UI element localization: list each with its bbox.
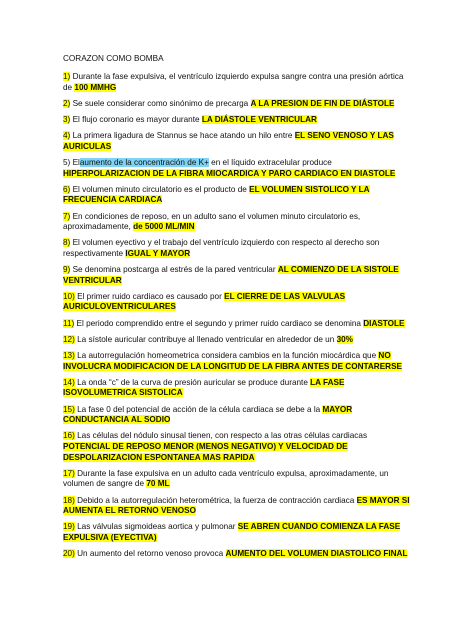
question-number: 9) (63, 265, 71, 275)
question-text: En condiciones de reposo, en un adulto sano el volumen minuto circulatorio es, aproximadamente, (63, 211, 361, 232)
question-answer: AUMENTO DEL VOLUMEN DIASTOLICO FINAL (225, 549, 408, 559)
question-number: 20) (63, 549, 75, 559)
question-number: 10) (63, 291, 75, 301)
question-text: La onda “c” de la curva de presión auricular se produce durante (77, 377, 308, 387)
question-text: La fase 0 del potencial de acción de la célula cardiaca se debe a la (77, 404, 321, 414)
question-11 (63, 319, 413, 330)
question-number: 8) (63, 238, 71, 248)
question-answer: 30% (336, 334, 353, 344)
question-text: La autorregulación homeometrica considera cambios en la función miocárdica que (77, 351, 377, 360)
question-text: El periodo comprendido entre el segundo y primer ruido cardiaco se denomina (76, 318, 361, 328)
question-text: Las válvulas sigmoideas aortica y pulmonar (77, 522, 236, 532)
question-answer: 70 ML (146, 479, 170, 489)
question-answer: de 5000 ML/MIN (133, 222, 195, 232)
question-number: 17) (63, 468, 75, 478)
question-text: Se denomina postcarga al estrés de la pared ventricular (72, 265, 276, 275)
question-number: 7) (63, 211, 71, 221)
question-number: 2) (63, 98, 71, 108)
question-10 (63, 292, 413, 313)
question-answer: EL CIERRE DE LAS VALVULAS AURICULOVENTRICULARES (63, 291, 346, 312)
question-text: Un aumento del retorno venoso provoca (77, 549, 224, 559)
question-text: La primera ligadura de Stannus se hace atando un hilo entre (72, 131, 293, 141)
question-14 (63, 378, 413, 399)
question-text: El primer ruido cardiaco es causado por (77, 291, 222, 301)
question-number: 19) (63, 522, 75, 532)
question-number: 15) (63, 404, 75, 414)
question-answer: 100 MMHG (74, 82, 117, 92)
question-text: El flujo coronario es mayor durante (72, 114, 200, 124)
question-answer: IGUAL Y MAYOR (125, 248, 191, 258)
question-number: 16) (63, 431, 75, 441)
question-6 (63, 185, 413, 206)
question-7 (63, 212, 413, 233)
question-text: El volumen minuto circulatorio es el producto de (72, 184, 247, 194)
question-number: 6) (63, 184, 71, 194)
question-answer: LA DIÁSTOLE VENTRICULAR (201, 114, 317, 124)
question-19 (63, 522, 413, 543)
question-number: 4) (63, 131, 71, 141)
question-8 (63, 238, 413, 259)
question-answer: ES MAYOR SI AUMENTA EL RETORNO VENOSO (63, 495, 410, 516)
question-number: 14) (63, 377, 75, 387)
question-text: Las células del nódulo sinusal tienen, con respecto a las otras células cardiacas (77, 431, 368, 441)
question-16 (63, 431, 413, 463)
question-text: La sístole auricular contribuye al llenado ventricular en alrededor de un (77, 334, 335, 344)
question-number: 3) (63, 114, 71, 124)
question-answer: MAYOR CONDUCTANCIA AL SODIO (63, 404, 353, 425)
question-12 (63, 335, 413, 346)
question-text: El volumen eyectivo y el trabajo del ventrículo izquierdo con respecto al derecho son respectivamente (63, 238, 380, 258)
question-number: 12) (63, 334, 75, 344)
question-number: 5) (63, 157, 71, 167)
question-answer: SE ABREN CUANDO COMIENZA LA FASE EXPULSIVA (EYECTIVA) (63, 522, 401, 542)
question-text: Debido a la autorregulación heterométrica, la fuerza de contracción cardiaca (77, 495, 355, 505)
question-answer: NO INVOLUCRA MODIFICACION DE LA LONGITUD DE LA FIBRA ANTES DE CONTARERSE (63, 351, 403, 371)
question-20 (63, 549, 413, 560)
question-number: 13) (63, 351, 75, 360)
question-4 (63, 131, 413, 152)
question-text: Durante la fase expulsiva en un adulto cada ventrículo expulsa, aproximadamente, un volumen de sangre de (63, 468, 389, 489)
question-number: 1) (63, 72, 71, 81)
question-text-pre: El (72, 157, 80, 167)
question-answer: DIASTOLE (363, 318, 405, 328)
question-answer: A LA PRESION DE FIN DE DIÁSTOLE (250, 98, 395, 108)
question-15 (63, 405, 413, 426)
question-answer: LA FASE ISOVOLUMETRICA SISTOLICA (63, 377, 345, 398)
question-answer: AL COMIENZO DE LA SISTOLE VENTRICULAR (63, 265, 399, 285)
question-answer: HIPERPOLARIZACION DE LA FIBRA MIOCARDICA Y PARO CARDIACO EN DIASTOLE (63, 168, 396, 178)
question-17 (63, 469, 413, 490)
question-3 (63, 115, 413, 126)
question-5 (63, 158, 413, 179)
question-18 (63, 496, 413, 517)
question-9 (63, 265, 413, 286)
question-text: en el líquido extracelular produce (211, 157, 332, 167)
question-1 (63, 72, 413, 93)
question-text: Se suele considerar como sinónimo de precarga (72, 98, 249, 108)
question-text: Durante la fase expulsiva, el ventrículo izquierdo expulsa sangre contra una presión aórtica de (63, 72, 404, 92)
question-answer: EL VOLUMEN SISTOLICO Y LA FRECUENCIA CARDIACA (63, 184, 370, 205)
question-number: 11) (63, 318, 75, 328)
question-highlight: aumento de la concentración de K+ (79, 157, 209, 167)
question-2 (63, 99, 413, 110)
document-title: CORAZON COMO BOMBA (63, 54, 164, 63)
question-answer: EL SENO VENOSO Y LAS AURICULAS (63, 131, 394, 151)
question-answer: POTENCIAL DE REPOSO MENOR (MENOS NEGATIVO) Y VELOCIDAD DE DESPOLARIZACION ESPONTANEA MAS RAPIDA (63, 441, 348, 462)
question-13 (63, 351, 413, 372)
question-number: 18) (63, 495, 75, 505)
